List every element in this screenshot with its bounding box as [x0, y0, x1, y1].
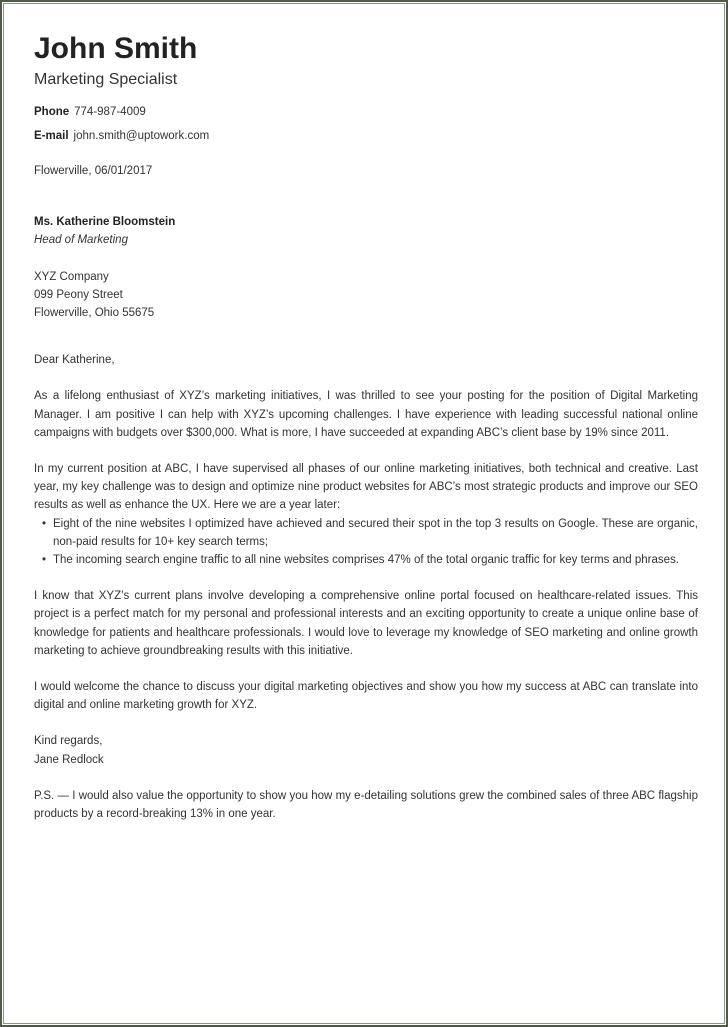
plans-paragraph: I know that XYZ’s current plans involve developing a comprehensive online portal focused on healthcare-related issues. This project is a perfect match for my personal and professional interests and an exciting opportunity to create a unique online base of knowledge for patients and healthcare professionals. I would love to leverage my knowledge of SEO marketing and online growth marketing to achieve groundbreaking results with this initiative.: [34, 590, 698, 657]
date-line: Flowerville, 06/01/2017: [34, 165, 153, 177]
bullet-icon: •: [42, 554, 47, 567]
postscript: P.S. — I would also value the opportunity to show you how my e-detailing solutions grew the combined sales of three ABC flagship products by a record-breaking 13% in one year.: [34, 789, 698, 821]
bullet-icon: •: [42, 517, 47, 530]
signer-name: Jane Redlock: [34, 753, 104, 766]
closing-paragraph: I would welcome the chance to discuss your digital marketing objectives and show you how my success at ABC can translate into digital and online marketing growth for XYZ.: [34, 681, 698, 712]
letter-content: [34, 32, 698, 823]
list-item: [34, 551, 698, 569]
company-name: XYZ Company: [34, 270, 109, 283]
applicant-name: John Smith: [34, 32, 198, 65]
current-position-paragraph: In my current position at ABC, I have supervised all phases of our online marketing initiatives, both technical and creative. Last year, my key challenge was to design and optimize nine product websites for ABC’s most strategic products and improve our SEO results as well as enhance the UX. Here we are a year later:: [34, 463, 698, 512]
company-address: [34, 268, 698, 323]
signoff-block: [34, 732, 698, 768]
email-value: john.smith@uptowork.com: [73, 130, 210, 142]
signoff-regards: Kind regards,: [34, 735, 103, 748]
intro-paragraph: As a lifelong enthusiast of XYZ’s marketing initiatives, I was thrilled to see your posting for the position of Digital Marketing Manager. I am positive I can help with XYZ’s upcoming challenges. I have experience with leading successful national online campaigns with budgets over $300,000. What is more, I have succeeded at expanding ABC’s client base by 19% since 2011.: [34, 390, 698, 439]
recipient-block: [34, 213, 698, 249]
greeting: Dear Katherine,: [34, 354, 115, 367]
applicant-title: Marketing Specialist: [34, 71, 178, 88]
company-street: 099 Peony Street: [34, 288, 123, 301]
list-item: [34, 515, 698, 551]
recipient-name: Ms. Katherine Bloomstein: [34, 216, 176, 229]
recipient-role: Head of Marketing: [34, 234, 128, 247]
list-item-text: Eight of the nine websites I optimized have achieved and secured their spot in the top 3 results on Google. These are organic, non-paid results for 10+ key search terms;: [53, 517, 698, 548]
phone-value: 774-987-4009: [74, 106, 146, 118]
contact-block: [34, 105, 698, 143]
list-item-text: The incoming search engine traffic to all nine websites comprises 47% of the total organic traffic for key terms and phrases.: [53, 554, 679, 567]
phone-label: Phone: [34, 106, 70, 118]
company-city: Flowerville, Ohio 55675: [34, 307, 155, 320]
phone-row: [34, 105, 698, 119]
email-row: [34, 129, 698, 143]
achievements-list: [34, 515, 698, 570]
email-label: E-mail: [34, 130, 69, 142]
